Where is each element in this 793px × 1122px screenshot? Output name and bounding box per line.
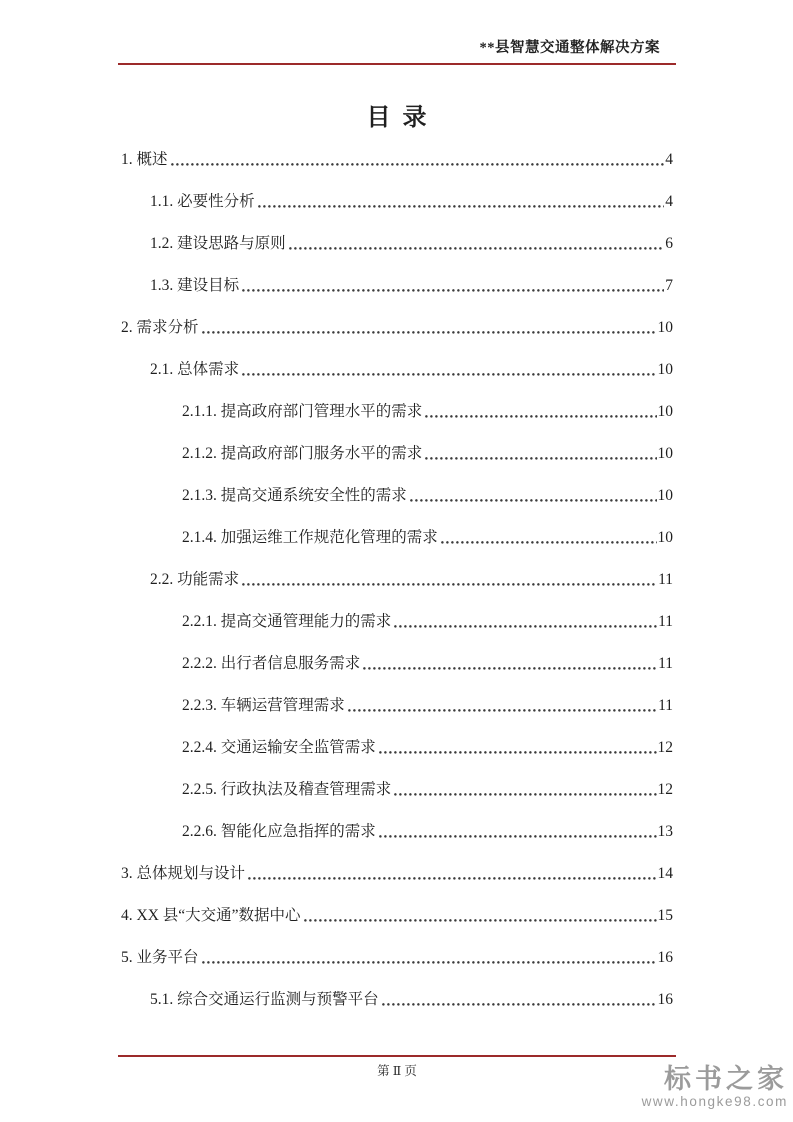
toc-leader-dots bbox=[248, 876, 656, 881]
toc-entry-label: 2.2.5. 行政执法及稽查管理需求 bbox=[182, 781, 392, 798]
toc-entry-label: 2.1. 总体需求 bbox=[150, 361, 240, 378]
toc-entry-label: 4. XX 县“大交通”数据中心 bbox=[121, 907, 301, 924]
toc-leader-dots bbox=[348, 708, 657, 713]
toc-entry[interactable] bbox=[120, 445, 673, 463]
toc-entry[interactable] bbox=[120, 487, 673, 505]
watermark-url: www.hongke98.com bbox=[641, 1094, 788, 1109]
toc-entry-label: 2. 需求分析 bbox=[121, 319, 199, 336]
toc-entry-label: 2.2. 功能需求 bbox=[150, 571, 240, 588]
page-title: 目 录 bbox=[366, 105, 427, 131]
toc-entry-page: 4 bbox=[665, 193, 673, 210]
toc-entry[interactable] bbox=[120, 907, 673, 925]
toc-entry[interactable] bbox=[120, 361, 673, 379]
toc-entry[interactable] bbox=[120, 655, 673, 673]
toc-leader-dots bbox=[382, 1002, 657, 1007]
toc-entry-page: 11 bbox=[658, 571, 673, 588]
toc-entry[interactable] bbox=[120, 613, 673, 631]
toc-entry-page: 11 bbox=[658, 655, 673, 672]
toc-leader-dots bbox=[202, 330, 657, 335]
toc-entry[interactable] bbox=[120, 991, 673, 1009]
toc-leader-dots bbox=[394, 624, 657, 629]
toc-entry-page: 10 bbox=[657, 403, 673, 420]
toc-entry-page: 10 bbox=[657, 529, 673, 546]
toc-entry-label: 2.2.3. 车辆运营管理需求 bbox=[182, 697, 345, 714]
toc-entry-label: 2.2.6. 智能化应急指挥的需求 bbox=[182, 823, 376, 840]
toc-leader-dots bbox=[379, 750, 657, 755]
page-header bbox=[118, 40, 676, 65]
toc-leader-dots bbox=[289, 246, 665, 251]
toc-entry-page: 16 bbox=[657, 949, 673, 966]
toc-leader-dots bbox=[242, 582, 657, 587]
toc-entry[interactable] bbox=[120, 949, 673, 967]
toc-entry-label: 2.2.4. 交通运输安全监管需求 bbox=[182, 739, 376, 756]
toc-entry-label: 2.2.1. 提高交通管理能力的需求 bbox=[182, 613, 392, 630]
toc-entry-page: 10 bbox=[657, 487, 673, 504]
toc-entry-page: 10 bbox=[657, 361, 673, 378]
toc-entry[interactable] bbox=[120, 403, 673, 421]
toc-entry-label: 2.2.2. 出行者信息服务需求 bbox=[182, 655, 361, 672]
toc-entry-label: 5. 业务平台 bbox=[121, 949, 199, 966]
toc-entry-label: 2.1.3. 提高交通系统安全性的需求 bbox=[182, 487, 407, 504]
toc-entry[interactable] bbox=[120, 823, 673, 841]
toc-entry-label: 5.1. 综合交通运行监测与预警平台 bbox=[150, 991, 379, 1008]
toc-entry[interactable] bbox=[120, 193, 673, 211]
toc-entry-label: 1.1. 必要性分析 bbox=[150, 193, 255, 210]
toc-entry-page: 12 bbox=[657, 739, 673, 756]
toc-entry[interactable] bbox=[120, 571, 673, 589]
toc-entry[interactable] bbox=[120, 865, 673, 883]
toc-entry-label: 2.1.2. 提高政府部门服务水平的需求 bbox=[182, 445, 423, 462]
toc-entry-label: 1. 概述 bbox=[121, 151, 168, 168]
toc-entry-page: 10 bbox=[657, 445, 673, 462]
toc-entry[interactable] bbox=[120, 739, 673, 757]
toc-list bbox=[120, 151, 673, 1033]
toc-entry-page: 15 bbox=[657, 907, 673, 924]
toc-entry-page: 12 bbox=[657, 781, 673, 798]
toc-entry[interactable] bbox=[120, 235, 673, 253]
toc-entry-page: 11 bbox=[658, 697, 673, 714]
toc-entry[interactable] bbox=[120, 319, 673, 337]
toc-leader-dots bbox=[258, 204, 665, 209]
toc-entry[interactable] bbox=[120, 781, 673, 799]
watermark bbox=[642, 1066, 788, 1110]
toc-entry-page: 11 bbox=[658, 613, 673, 630]
toc-leader-dots bbox=[202, 960, 657, 965]
toc-leader-dots bbox=[242, 288, 664, 293]
toc-entry[interactable] bbox=[120, 697, 673, 715]
toc-leader-dots bbox=[379, 834, 657, 839]
toc-entry-label: 1.3. 建设目标 bbox=[150, 277, 240, 294]
toc-leader-dots bbox=[171, 162, 665, 167]
toc-entry-label: 3. 总体规划与设计 bbox=[121, 865, 246, 882]
footer-divider bbox=[118, 1055, 676, 1057]
toc-entry-page: 10 bbox=[657, 319, 673, 336]
toc-leader-dots bbox=[441, 540, 657, 545]
toc-entry[interactable] bbox=[120, 151, 673, 169]
toc-leader-dots bbox=[425, 456, 656, 461]
toc-leader-dots bbox=[425, 414, 656, 419]
toc-entry-label: 2.1.4. 加强运维工作规范化管理的需求 bbox=[182, 529, 438, 546]
toc-leader-dots bbox=[410, 498, 657, 503]
footer-page-number: 第 Ⅱ 页 bbox=[377, 1064, 417, 1078]
toc-entry[interactable] bbox=[120, 277, 673, 295]
toc-entry-label: 2.1.1. 提高政府部门管理水平的需求 bbox=[182, 403, 423, 420]
toc-entry-label: 1.2. 建设思路与原则 bbox=[150, 235, 286, 252]
toc-entry-page: 13 bbox=[657, 823, 673, 840]
toc-entry-page: 7 bbox=[665, 277, 673, 294]
watermark-brand: 标书之家 bbox=[664, 1064, 788, 1094]
toc-entry-page: 16 bbox=[657, 991, 673, 1008]
toc-entry[interactable] bbox=[120, 529, 673, 547]
toc-entry-page: 6 bbox=[665, 235, 673, 252]
toc-leader-dots bbox=[242, 372, 656, 377]
toc-leader-dots bbox=[304, 918, 657, 923]
toc-entry-page: 14 bbox=[657, 865, 673, 882]
toc-leader-dots bbox=[394, 792, 656, 797]
toc-leader-dots bbox=[363, 666, 657, 671]
toc-entry-page: 4 bbox=[665, 151, 673, 168]
header-title: **县智慧交通整体解决方案 bbox=[479, 40, 660, 56]
